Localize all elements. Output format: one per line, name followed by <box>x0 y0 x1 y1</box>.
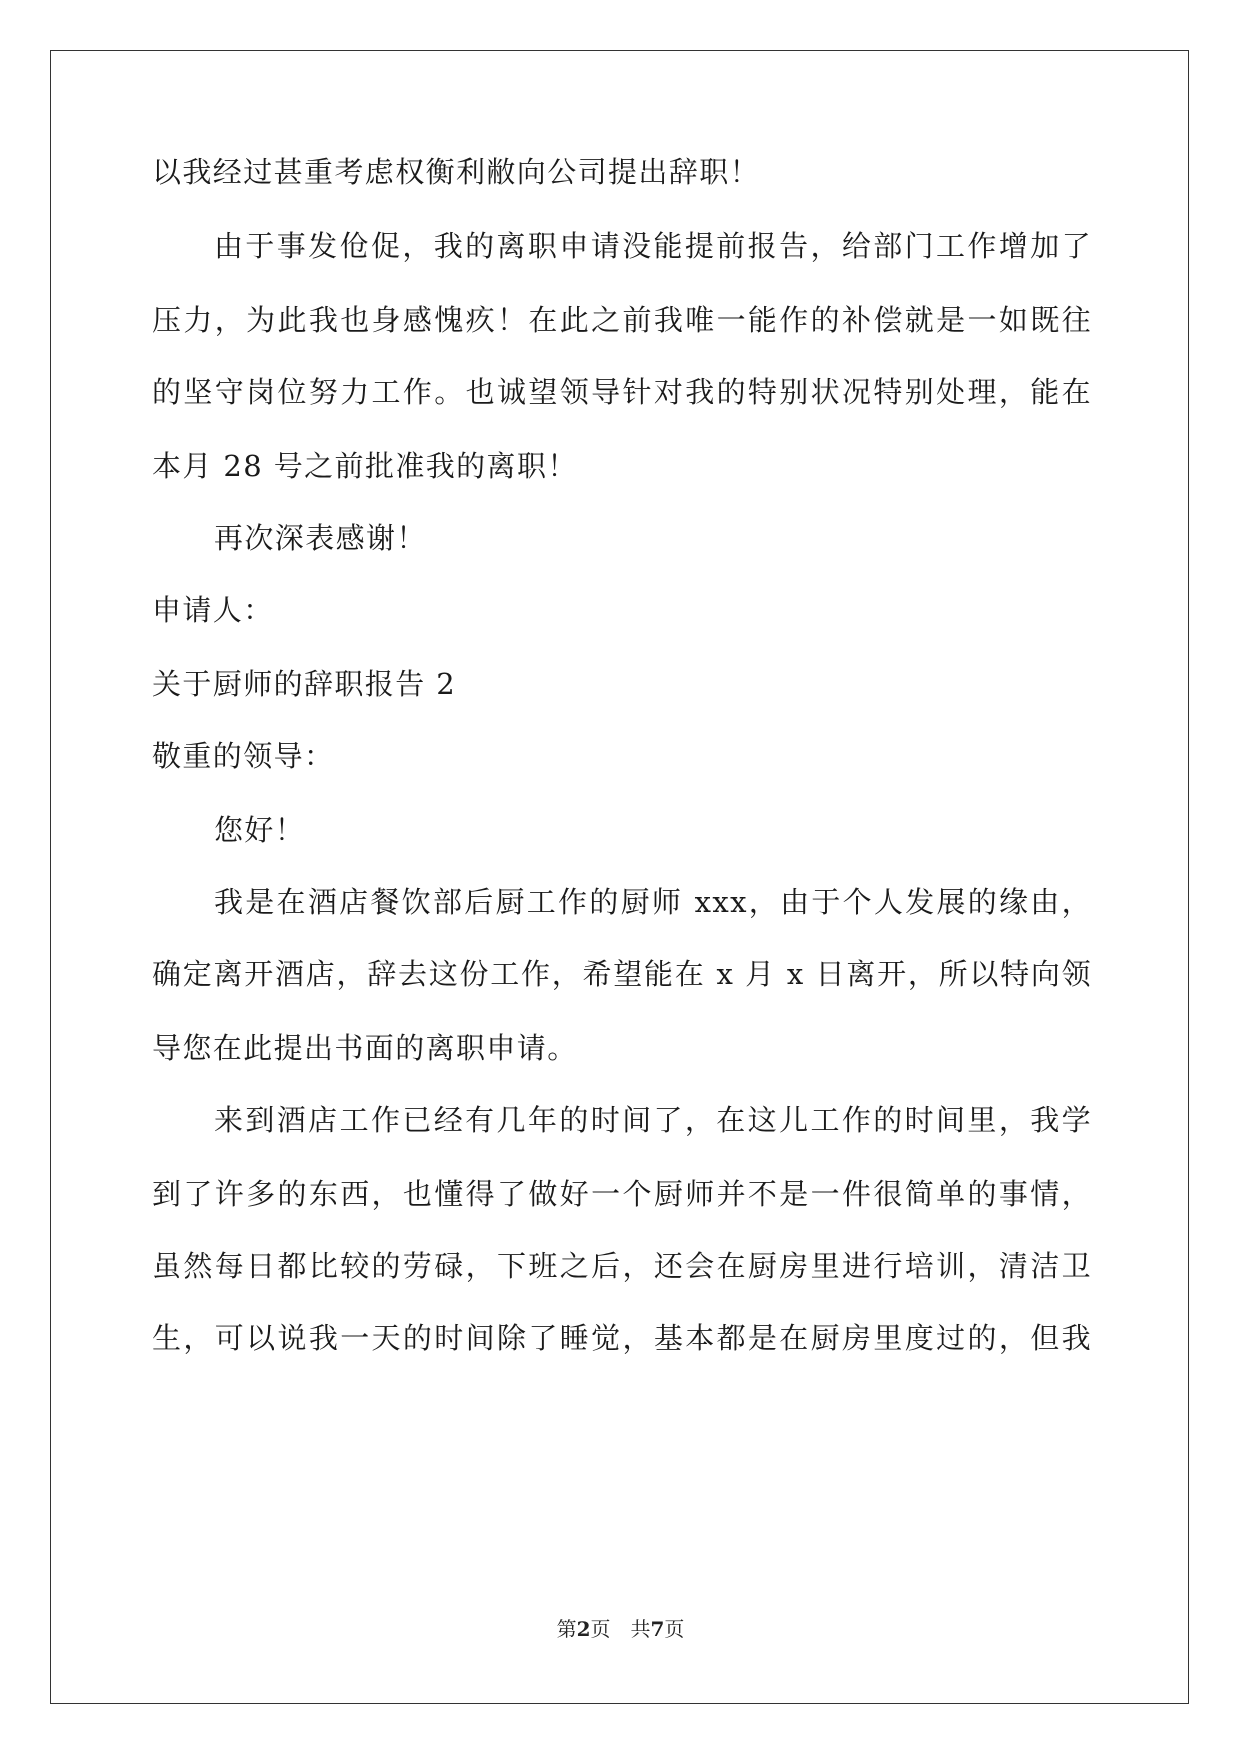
section-title: 关于厨师的辞职报告 2 <box>152 667 457 701</box>
text-line: 的坚守岗位努力工作。也诚望领导针对我的特别状况特别处理，能在 <box>152 375 1092 409</box>
total-prefix: 共 <box>630 1617 651 1641</box>
text-line: 虽然每日都比较的劳碌，下班之后，还会在厨房里进行培训，清洁卫 <box>152 1249 1092 1283</box>
page-number: 2 <box>576 1617 591 1641</box>
text-line: 我是在酒店餐饮部后厨工作的厨师 xxx，由于个人发展的缘由， <box>214 885 1092 919</box>
text-line: 来到酒店工作已经有几年的时间了，在这儿工作的时间里，我学 <box>214 1103 1092 1137</box>
salutation: 敬重的领导： <box>152 739 335 773</box>
text-line: 以我经过甚重考虑权衡利敝向公司提出辞职！ <box>152 155 761 189</box>
total-suffix: 页 <box>664 1617 685 1641</box>
text-line: 生，可以说我一天的时间除了睡觉，基本都是在厨房里度过的，但我 <box>152 1321 1092 1355</box>
total-pages: 7 <box>650 1617 665 1641</box>
text-line: 导您在此提出书面的离职申请。 <box>152 1031 578 1065</box>
applicant-label: 申请人： <box>152 593 274 627</box>
text-line: 到了许多的东西，也懂得了做好一个厨师并不是一件很简单的事情， <box>152 1177 1092 1211</box>
page-prefix: 第 <box>556 1617 577 1641</box>
text-line: 由于事发伧促，我的离职申请没能提前报告，给部门工作增加了 <box>214 229 1092 263</box>
text-line: 本月 28 号之前批准我的离职！ <box>152 449 578 483</box>
page-border <box>50 50 1189 1704</box>
text-line: 压力，为此我也身感愧疚！在此之前我唯一能作的补偿就是一如既往 <box>152 303 1092 337</box>
greeting: 您好！ <box>214 813 306 847</box>
page-footer <box>0 1615 1241 1643</box>
page-suffix: 页 <box>590 1617 611 1641</box>
text-line: 确定离开酒店，辞去这份工作，希望能在 x 月 x 日离开，所以特向领 <box>152 957 1092 991</box>
text-line: 再次深表感谢！ <box>214 521 427 555</box>
